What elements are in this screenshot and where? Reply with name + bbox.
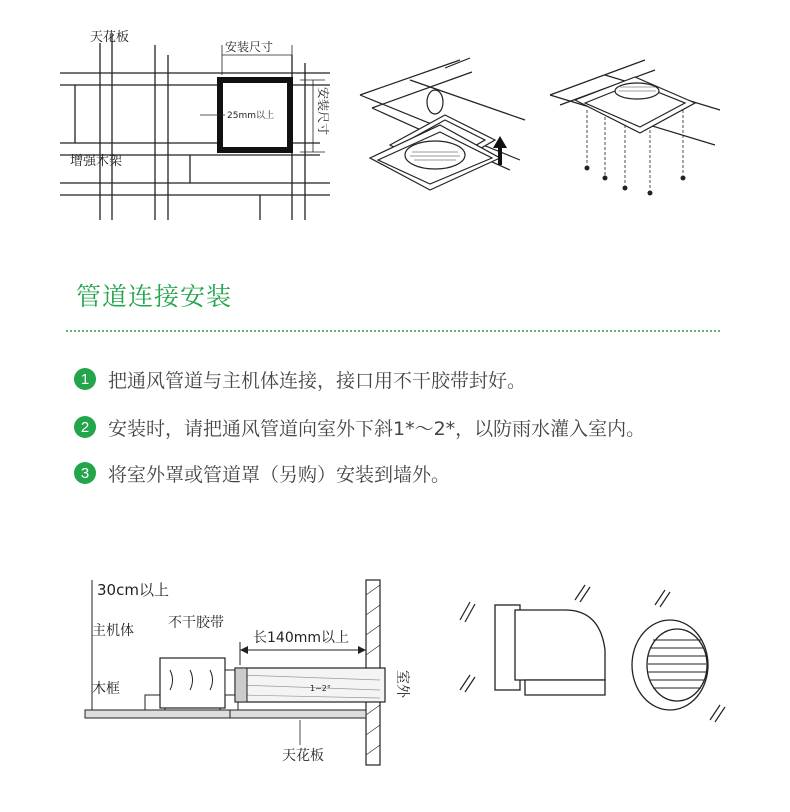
step-3-text: 将室外罩或管道罩（另购）安装到墙外。 xyxy=(108,463,451,486)
margin-note-label: 25mm以上 xyxy=(227,111,274,121)
ceiling-bottom-label: 天花板 xyxy=(282,748,324,764)
outdoor-hood-illustrations xyxy=(455,580,745,730)
step-1 xyxy=(74,366,526,392)
duct-connection-diagram xyxy=(70,570,430,770)
step-1-number: 1 xyxy=(74,368,96,390)
step-1-text: 把通风管道与主机体连接，接口用不干胶带封好。 xyxy=(108,369,527,392)
section-title: 管道连接安装 xyxy=(76,282,233,311)
slope-label: 1~2° xyxy=(310,684,331,693)
step-3-number: 3 xyxy=(74,462,96,484)
screw-fixing-diagram xyxy=(545,55,725,205)
wood-frame-reinforce-label: 增强木架 xyxy=(70,154,123,169)
step-2-number: 2 xyxy=(74,416,96,438)
outside-label: 室外 xyxy=(394,670,410,698)
step-3 xyxy=(74,460,450,486)
length-label: 长140mm以上 xyxy=(253,630,349,646)
installation-size-plan-diagram xyxy=(60,25,330,225)
clearance-label: 30cm以上 xyxy=(97,581,169,599)
main-body-label: 主机体 xyxy=(92,623,134,639)
install-size-vertical-label: 安装尺寸 xyxy=(316,87,330,136)
tape-label: 不干胶带 xyxy=(168,615,224,631)
install-size-horizontal-label: 安装尺寸 xyxy=(225,40,274,54)
step-2-text: 安装时，请把通风管道向室外下斜1*～2*，以防雨水灌入室内。 xyxy=(108,417,646,440)
ceiling-insertion-diagram xyxy=(350,50,530,220)
section-divider xyxy=(66,330,720,332)
step-2 xyxy=(74,414,645,440)
ceiling-label: 天花板 xyxy=(90,30,130,45)
wood-frame-label: 木框 xyxy=(92,681,120,697)
